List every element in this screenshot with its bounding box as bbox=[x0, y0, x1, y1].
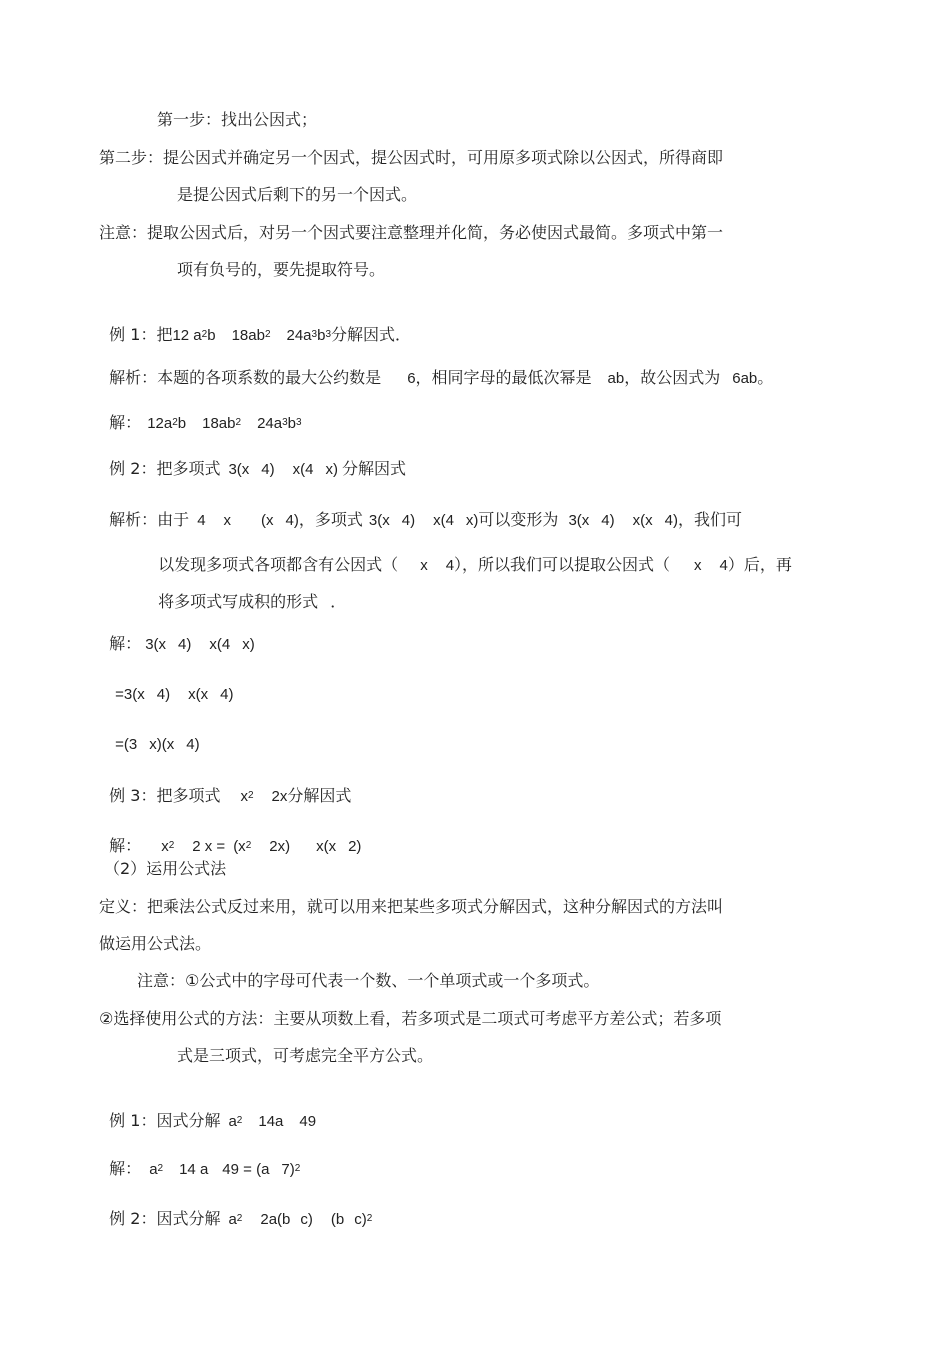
analysis-2: 解析：由于 4 x (x 4)，多项式 3(x 4) x(4 x)可以变形为 3(x 4) x(x 4)，我们可 bbox=[109, 510, 742, 529]
example-4: 例 1：因式分解 $a^2$ 14a 49 bbox=[109, 1111, 317, 1130]
note-one-cont: 项有负号的，要先提取符号。 bbox=[177, 260, 386, 279]
example-3: 例 3：把多项式 $x^2$ 2x分解因式 bbox=[109, 786, 352, 805]
section-formula-method: （2）运用公式法 bbox=[104, 859, 227, 878]
solution-3: 解： $x^2$ 2 $x = (x^2$ 2x) x(x 2) bbox=[109, 836, 362, 855]
example-5: 例 2：因式分解 $a^2$ 2a(b c) (b c)$^2$ bbox=[109, 1209, 373, 1228]
example-2: 例 2：把多项式 3(x 4) x(4 x) 分解因式 bbox=[109, 459, 406, 478]
note-three: ②选择使用公式的方法：主要从项数上看，若多项式是二项式可考虑平方差公式；若多项 bbox=[99, 1009, 722, 1028]
note-one: 注意：提取公因式后，对另一个因式要注意整理并化简，务必使因式最简。多项式中第一 bbox=[99, 223, 724, 242]
analysis-1: 解析：本题的各项系数的最大公约数是 6，相同字母的最低次幂是 ab，故公因式为 6ab。 bbox=[109, 368, 774, 387]
solution-4: 解： $a^2$ 14 a 49 = (a 7)$^2$ bbox=[109, 1159, 301, 1178]
note-two: 注意：①公式中的字母可代表一个数、一个单项式或一个多项式。 bbox=[137, 971, 600, 990]
definition-cont: 做运用公式法。 bbox=[99, 934, 212, 953]
step-two: 第二步：提公因式并确定另一个因式，提公因式时，可用原多项式除以公因式，所得商即 bbox=[99, 148, 724, 167]
definition: 定义：把乘法公式反过来用，就可以用来把某些多项式分解因式，这种分解因式的方法叫 bbox=[99, 897, 724, 916]
solution-2: 解： 3(x 4) x(4 x) bbox=[109, 634, 255, 653]
step-one: 第一步：找出公因式； bbox=[157, 110, 318, 129]
analysis-2-end: 将多项式写成积的形式 ． bbox=[158, 592, 347, 611]
solution-2-step-3: =(3 x)(x 4) bbox=[115, 736, 200, 753]
step-two-cont: 是提公因式后剩下的另一个因式。 bbox=[177, 185, 418, 204]
note-three-cont: 式是三项式，可考虑完全平方公式。 bbox=[177, 1046, 434, 1065]
analysis-2-cont: 以发现多项式各项都含有公因式（ x 4），所以我们可以提取公因式（ x 4）后，再 bbox=[158, 555, 792, 574]
solution-2-step-2: =3(x 4) x(x 4) bbox=[115, 686, 234, 703]
example-1: 例 1：把12 $a^2b$ $18ab^2$ $24a^3b^3$分解因式． bbox=[109, 325, 412, 344]
solution-1: 解： $12a^2b$ $18ab^2$ $24a^3b^3$ bbox=[109, 413, 302, 432]
